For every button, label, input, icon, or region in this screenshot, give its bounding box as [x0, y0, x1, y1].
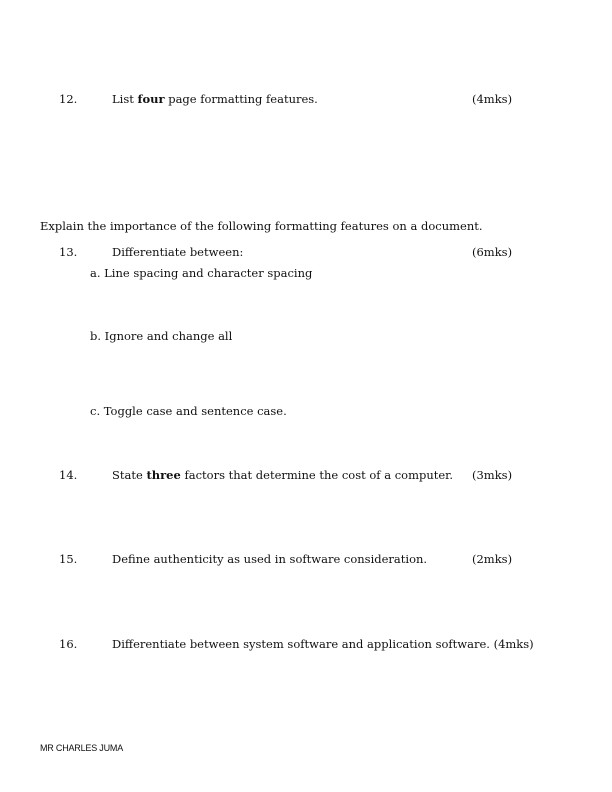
footer-author: MR CHARLES JUMA	[40, 743, 124, 753]
question-text: Differentiate between:	[112, 245, 244, 259]
question-number: 14.	[59, 468, 78, 482]
sub-question-a: a. Line spacing and character spacing	[90, 266, 313, 280]
question-text: Differentiate between system software and application software. (4mks)	[112, 637, 534, 651]
question-number: 15.	[59, 552, 78, 566]
sub-question-b: b. Ignore and change all	[90, 329, 233, 343]
marks-label: (6mks)	[472, 245, 513, 259]
marks-label: (3mks)	[472, 468, 513, 482]
question-text: List four page formatting features.	[112, 92, 318, 106]
section-instruction: Explain the importance of the following formatting features on a document.	[40, 219, 483, 233]
question-number: 12.	[59, 92, 78, 106]
question-text: Define authenticity as used in software consideration.	[112, 552, 428, 566]
sub-question-c: c. Toggle case and sentence case.	[90, 404, 287, 418]
question-number: 13.	[59, 245, 78, 259]
marks-label: (2mks)	[472, 552, 513, 566]
question-number: 16.	[59, 637, 78, 651]
marks-label: (4mks)	[472, 92, 513, 106]
question-text: State three factors that determine the cost of a computer.	[112, 468, 454, 482]
